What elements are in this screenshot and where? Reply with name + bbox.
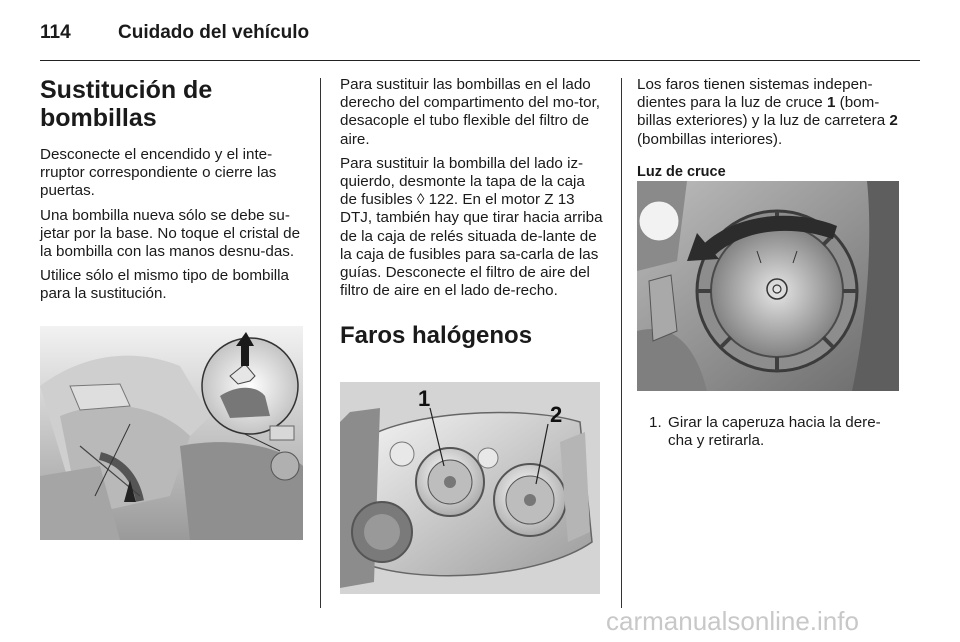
engine-bay-illustration [40,326,303,540]
step-number: 1. [649,414,662,431]
paragraph: Una bombilla nueva sólo se debe su-jetar por la base. No toque el cristal de la bombilla con las manos desnu-das. [40,206,301,261]
paragraph [637,76,903,149]
figure-caption-label: Luz de cruce [637,163,726,180]
column-divider [320,78,321,608]
bold-ref: 2 [889,112,898,130]
figure-label-2: 2 [550,402,563,427]
section-title [40,76,306,132]
paragraph-text: Para sustituir la bombilla del lado iz-quierdo, desmonte la tapa de la caja de fusibles [340,154,585,209]
column-2 [340,76,604,366]
step-list [637,400,903,450]
column-divider [621,78,622,608]
paragraph: Utilice sólo el mismo tipo de bombilla para la sustitución. [40,267,290,303]
column-3 [637,76,903,189]
paragraph-text: (bombillas interiores). [637,130,783,148]
paragraph-text: 122. En el motor Z 13 DTJ, también hay que tirar hacia arriba de la caja de relés situada de-lante de la caja de fusibles para sa-carla de las guías. Desconecte el filtro de aire del filtro de aire en el lado de-recho. [340,191,603,300]
figure-label-1: 1 [418,386,431,411]
paragraph-text: Los faros tienen sistemas indepen-dientes para la luz de cruce [637,76,873,112]
watermark: carmanualsonline.info [606,606,859,636]
page-header [40,18,920,61]
low-beam-cap-illustration [637,181,899,391]
section-title-line: Sustitución de [40,76,213,104]
step-text: Girar la caperuza hacia la dere-cha y retirarla. [668,414,881,450]
cross-reference-symbol: ◊ [416,191,425,209]
bold-ref: 1 [826,94,836,112]
chapter-title: Cuidado del vehículo [118,22,310,43]
section-title-line: bombillas [40,104,157,132]
paragraph-text: (bom-billas exteriores) y la luz de carretera [637,94,890,130]
halogen-headlamp-illustration [340,382,600,594]
paragraph: Para sustituir las bombillas en el lado derecho del compartimento del mo-tor, desacople el tubo flexible del filtro de aire. [340,76,601,148]
paragraph: Desconecte el encendido y el inte-rruptor correspondiente o cierre las puertas. [40,146,277,200]
column-1 [40,76,306,310]
page-number: 114 [40,22,71,43]
list-item [637,414,903,450]
subheading: Faros halógenos [340,322,533,350]
paragraph [340,155,604,301]
